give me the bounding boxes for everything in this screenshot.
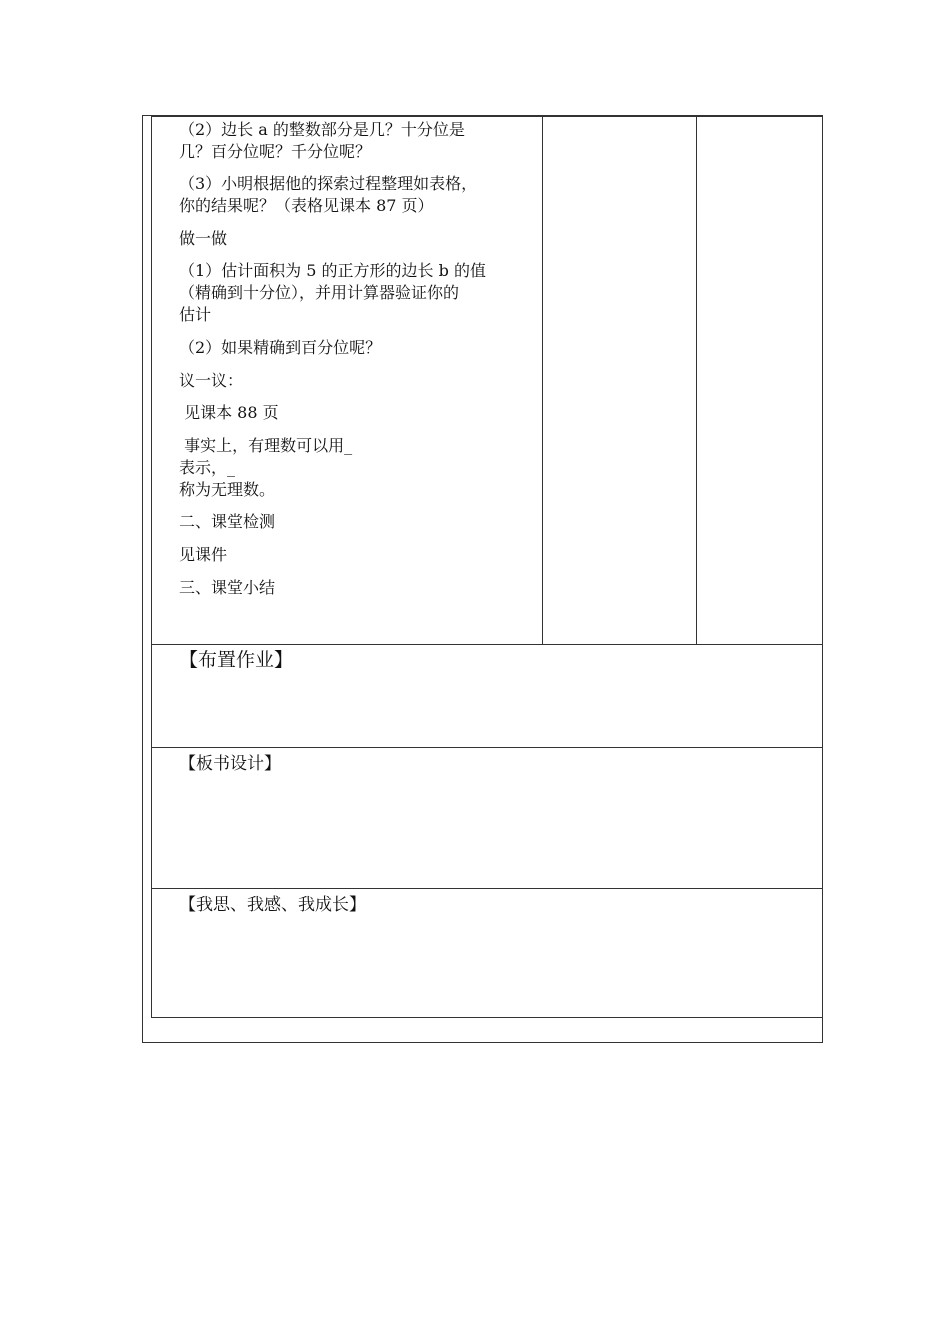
lesson-line: 议一议： (179, 371, 244, 390)
lesson-line: 你的结果呢？（表格见课本 87 页） (179, 196, 434, 215)
lesson-line: 三、课堂小结 (179, 578, 276, 597)
lesson-line: （2）边长 a 的整数部分是几？十分位是 (179, 120, 465, 139)
row-divider-board (151, 888, 823, 889)
lesson-line: 事实上，有理数可以用_ (179, 436, 353, 455)
table-top-border (151, 116, 823, 117)
lesson-line: （1）估计面积为 5 的正方形的边长 b 的值 (179, 261, 486, 280)
lesson-line: 估计 (179, 305, 212, 324)
lesson-line: （精确到十分位），并用计算器验证你的 (179, 283, 460, 302)
lesson-line: 见课件 (179, 545, 228, 564)
inner-table (151, 116, 823, 1018)
lesson-line: （3）小明根据他的探索过程整理如表格， (179, 174, 478, 193)
lesson-line: 见课本 88 页 (179, 403, 279, 422)
row-divider-homework (151, 747, 823, 748)
column-divider-2 (696, 116, 697, 644)
lesson-line: 做一做 (179, 229, 228, 248)
board-design-heading: 【板书设计】 (179, 754, 281, 774)
lesson-line: 称为无理数。 (179, 480, 276, 499)
homework-heading: 【布置作业】 (179, 649, 294, 671)
lesson-line: 表示，_ (179, 458, 236, 477)
reflection-heading: 【我思、我感、我成长】 (179, 895, 366, 915)
row-divider-lesson (151, 644, 823, 645)
lesson-line: 二、课堂检测 (179, 512, 276, 531)
lesson-line: 几？百分位呢？千分位呢？ (179, 142, 372, 161)
lesson-line: （2）如果精确到百分位呢？ (179, 338, 382, 357)
column-divider-1 (542, 116, 543, 644)
